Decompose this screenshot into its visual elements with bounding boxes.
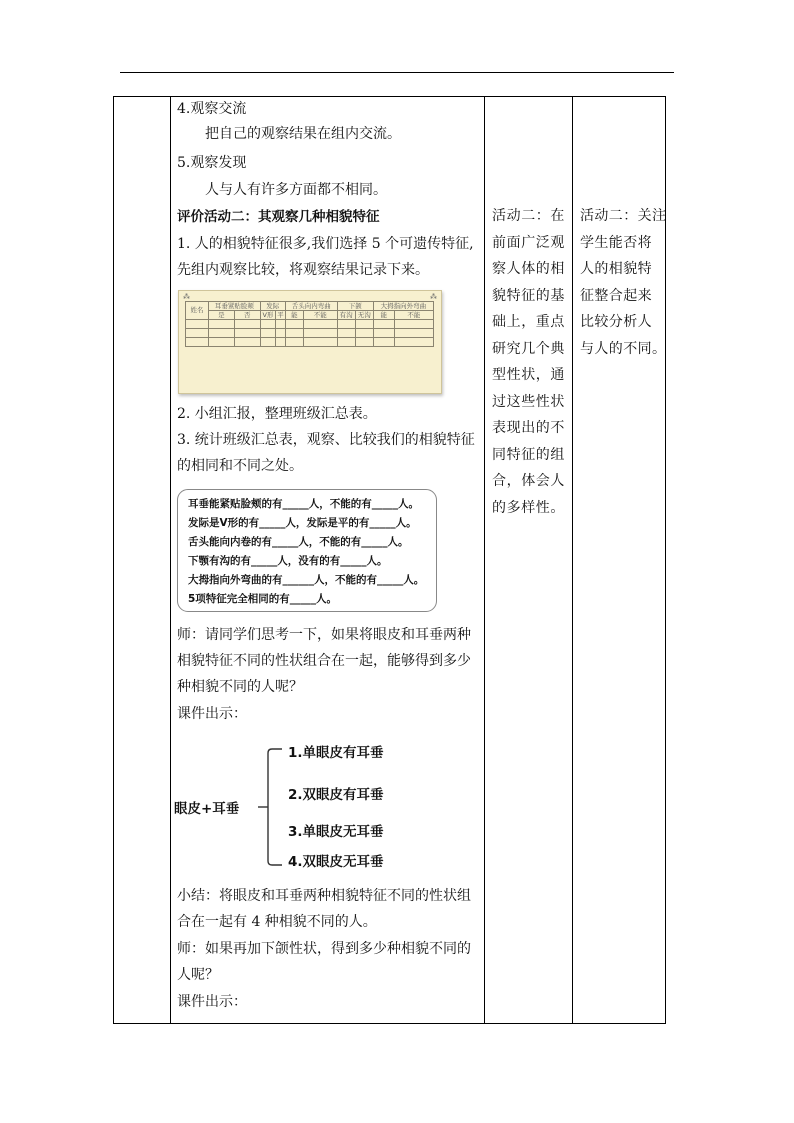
diagram-item: 2.双眼皮有耳垂: [288, 787, 384, 803]
diagram-item: 3.单眼皮无耳垂: [288, 824, 384, 840]
col-divider-3: [572, 97, 573, 1023]
combination-diagram: [174, 737, 414, 877]
record-grid: [185, 301, 434, 347]
blank-line: 耳垂能紧贴脸颊的有_____人，不能的有_____人。: [188, 498, 419, 510]
pin-icon: ⁂: [183, 293, 190, 301]
para-1-line-2: 先组内观察比较，将观察结果记录下来。: [177, 262, 429, 278]
teacher-q-line-1: 师：请同学们思考一下，如果将眼皮和耳垂两种: [177, 627, 471, 643]
step-5-title: 5.观察发现: [177, 155, 247, 171]
header-rule: [120, 72, 674, 73]
blank-line: 5项特征完全相同的有_____人。: [188, 593, 338, 605]
grid-header: 耳垂紧贴脸颊: [209, 302, 261, 311]
col4-line: 与人的不同。: [580, 340, 667, 357]
teacher-q2-line-2: 人呢？: [177, 967, 219, 983]
col3-line: 察人体的相: [492, 261, 565, 277]
grid-header: 姓名: [186, 302, 209, 320]
grid-subheader: 是: [209, 311, 235, 320]
col3-line: 础上，重点: [492, 314, 565, 330]
col-divider-2: [484, 97, 485, 1023]
lesson-table: [113, 96, 666, 1024]
teacher-q-line-2: 相貌特征不同的性状组合在一起，能够得到多少: [177, 653, 471, 669]
col3-line: 同特征的组: [492, 446, 565, 463]
summary-line-2: 合在一起有 4 种相貌不同的人。: [177, 914, 377, 930]
bracket-lines: [258, 737, 288, 877]
grid-subheader: 不能: [303, 311, 337, 320]
col3-line: 活动二：在: [492, 208, 565, 224]
col4-line: 活动二：关注: [580, 208, 667, 224]
grid-header: 发际: [260, 302, 285, 311]
blank-row: [186, 338, 434, 347]
pin-icon: ⁂: [430, 293, 437, 301]
col4-line: 学生能否将: [580, 234, 652, 251]
teacher-q2-line-1: 师：如果再加下颌性状，得到多少种相貌不同的: [177, 941, 471, 957]
col3-line: 前面广泛观: [492, 234, 565, 251]
grid-subheader: 不能: [394, 311, 433, 320]
para-3-line-1: 3. 统计班级汇总表，观察、比较我们的相貌特征: [177, 432, 475, 448]
summary-line-1: 小结：将眼皮和耳垂两种相貌特征不同的性状组: [177, 888, 471, 904]
diagram-root: 眼皮+耳垂: [174, 801, 240, 817]
col-divider-1: [170, 97, 171, 1023]
col3-line: 型性状，通: [492, 367, 565, 383]
col4-line: 征整合起来: [580, 287, 652, 304]
step-4-text: 把自己的观察结果在组内交流。: [205, 126, 401, 142]
col4-line: 人的相貌特: [580, 261, 652, 277]
activity-description: [492, 203, 565, 521]
grid-subheader: 能: [373, 311, 394, 320]
blank-line: 下颚有沟的有_____人，没有的有_____人。: [188, 555, 388, 567]
diagram-item: 1.单眼皮有耳垂: [288, 745, 384, 761]
fill-in-blank-box: [177, 489, 437, 612]
col4-line: 比较分析人: [580, 314, 652, 330]
col3-line: 过这些性状: [492, 393, 565, 410]
col3-line: 的多样性。: [492, 499, 565, 516]
teacher-q-line-3: 种相貌不同的人呢？: [177, 679, 303, 695]
diagram-item: 4.双眼皮无耳垂: [288, 854, 384, 870]
col3-line: 合，体会人: [492, 473, 565, 489]
slide-label-1: 课件出示：: [177, 706, 247, 722]
step-4-title: 4.观察交流: [177, 101, 247, 117]
step-5-text: 人与人有许多方面都不相同。: [205, 182, 387, 198]
col3-line: 貌特征的基: [492, 287, 565, 304]
activity-2-heading: 评价活动二：其观察几种相貌特征: [177, 209, 380, 225]
grid-subheader: 无沟: [355, 311, 373, 320]
blank-line: 大拇指向外弯曲的有______人，不能的有_____人。: [188, 574, 425, 586]
grid-header: 下颌: [337, 302, 373, 311]
blank-row: [186, 329, 434, 338]
grid-subheader: 能: [285, 311, 303, 320]
grid-header: 舌头向内弯曲: [285, 302, 337, 311]
col3-line: 研究几个典: [492, 340, 565, 357]
blank-line: 发际是V形的有_____人，发际是平的有_____人。: [188, 517, 417, 529]
grid-subheader: 否: [234, 311, 260, 320]
para-2: 2. 小组汇报，整理班级汇总表。: [177, 406, 377, 422]
grid-header: 大拇指向外弯曲: [373, 302, 433, 311]
col3-line: 表现出的不: [492, 420, 565, 436]
para-3-line-2: 的相同和不同之处。: [177, 458, 303, 474]
slide-label-2: 课件出示：: [177, 994, 247, 1010]
para-1-line-1: 1. 人的相貌特征很多,我们选择 5 个可遗传特征,: [177, 236, 474, 252]
grid-subheader: V形: [260, 311, 275, 320]
observation-record-table: [178, 290, 442, 394]
blank-row: [186, 320, 434, 329]
blank-line: 舌头能向内卷的有_____人，不能的有_____人。: [188, 536, 409, 548]
grid-subheader: 平: [277, 310, 284, 319]
evaluation-focus: [580, 203, 666, 362]
grid-subheader: 有沟: [337, 311, 355, 320]
